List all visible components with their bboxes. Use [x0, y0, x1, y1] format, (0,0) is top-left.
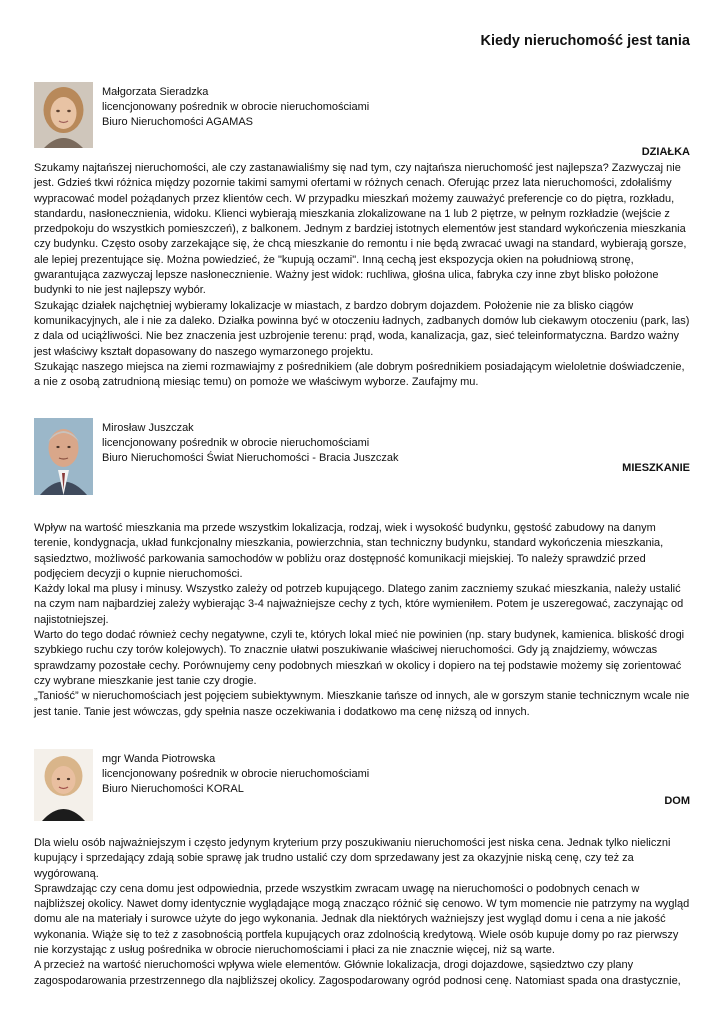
- paragraph: Wpływ na wartość mieszkania ma przede wszystkim lokalizacja, rodzaj, wiek i wysokość budynku, gęstość zabudowy na danym terenie, kondygnacja, układ funkcjonalny mieszkania, powierzchnia, stan techniczny budynku, standard wykończenia mieszkania, sąsiedztwo, możliwość parkowania samochodów w pobliżu oraz dostępność komunikacji miejskiej. To należy sprawdzić przed podjęciem decyzji o kupnie nieruchomości.: [34, 522, 664, 580]
- author-agency: Biuro Nieruchomości KORAL: [102, 783, 244, 796]
- author-role: licencjonowany pośrednik w obrocie nieruchomościami: [102, 101, 370, 114]
- author-block: [34, 749, 690, 821]
- article-body: [34, 521, 690, 720]
- paragraph: Szukamy najtańszej nieruchomości, ale czy zastanawialiśmy się nad tym, czy najtańsza nieruchomość jest najlepsza? Zazwyczaj nie jest. Gdzieś tkwi różnica między pozornie takimi samymi ofertami w różnych cenach. Oferując przez lata nieruchomości, zdołaliśmy wypracować model pożądanych przez klientów cech. W przypadku mieszkań możemy zauważyć preferencje co do piętra, rozkładu, standardu, nasłonecznienia, widoku. Klienci wybierają mieszkania zlokalizowane na 1 lub 2 piętrze, w pełnym rozkładzie (wejście z przedpokoju do wszystkich pomieszczeń), z balkonem. Jednym z bardziej istotnych elementów jest standard wykończenia mieszkania czy budynku. Często osoby zarzekające się, że chcą mieszkanie do remontu i nie będą zwracać uwagi na standard, wybierają gorsze, ale lepiej prezentujące się. Można powiedzieć, że "kupują oczami". Inną cechą jest ekspozycja okien na południową stronę, gwarantująca zazwyczaj lepsze nasłonecznienie. Ważny jest widok: ruchliwa, głośna ulica, fabryka czy inne zbyt blisko położone budynki to nie jest najlepszy wybór.: [34, 162, 687, 297]
- portrait-man-icon: [34, 418, 93, 495]
- author-info: [102, 85, 369, 131]
- author-agency: Biuro Nieruchomości Świat Nieruchomości - Bracia Juszczak: [102, 452, 399, 465]
- page-title: Kiedy nieruchomość jest tania: [480, 33, 690, 49]
- author-info: [102, 421, 398, 467]
- article-section-dzialka: [34, 82, 690, 389]
- author-agency: Biuro Nieruchomości AGAMAS: [102, 116, 253, 129]
- author-block: [34, 418, 690, 495]
- category-label: DOM: [664, 795, 690, 807]
- article-section-mieszkanie: [34, 418, 690, 718]
- paragraph: Dla wielu osób najważniejszym i często jedynym kryterium przy poszukiwaniu nieruchomości jest niska cena. Jednak tylko nieliczni kupujący i sprzedający zdają sobie sprawę jak trudno ustalić czy dom sprzedawany jest za okazyjnie niską cenę, czy też za wygórowaną.: [34, 837, 671, 880]
- author-photo: [34, 82, 93, 148]
- author-role: licencjonowany pośrednik w obrocie nieruchomościami: [102, 768, 370, 781]
- author-block: [34, 82, 690, 148]
- article-body: [34, 836, 690, 989]
- portrait-woman-icon: [34, 749, 93, 821]
- portrait-woman-icon: [34, 82, 93, 148]
- author-role: licencjonowany pośrednik w obrocie nieruchomościami: [102, 437, 370, 450]
- author-name: Mirosław Juszczak: [102, 422, 194, 434]
- paragraph: Szukając naszego miejsca na ziemi rozmawiajmy z pośrednikiem (ale dobrym pośrednikiem posiadającym wieloletnie doświadczenie, a nie z osobą zatrudnioną miesiąc temu) on pomoże we właściwym wyborze. Zaufajmy mu.: [34, 360, 685, 389]
- article-section-dom: [34, 749, 690, 987]
- author-photo: [34, 418, 93, 495]
- paragraph: Warto do tego dodać również cechy negatywne, czyli te, których lokal mieć nie powinien (np. stary budynek, kamienica. bliskość drogi szybkiego ruchu czy torów kolejowych). To znacznie ułatwi poszukiwanie właściwej nieruchomości. Gdy ją znajdziemy, wówczas sprawdzamy pozostałe cechy. Porównujemy ceny podobnych mieszkań w okolicy i dopiero na tej podstawie możemy się zorientować czy wybrane mieszkanie jest tanie czy drogie.: [34, 629, 685, 687]
- author-photo: [34, 749, 93, 821]
- paragraph: A przecież na wartość nieruchomości wpływa wiele elementów. Głównie lokalizacja, drogi dojazdowe, sąsiedztwo czy plany zagospodarowania przestrzennego dla najbliższej okolicy. Zagospodarowany ogród podnosi cenę. Natomiast spada ona drastycznie,: [34, 959, 681, 987]
- paragraph: Sprawdzając czy cena domu jest odpowiednia, przede wszystkim zwracam uwagę na nieruchomości o podobnych cenach w najbliższej okolicy. Nawet domy identycznie wyglądające mogą znacząco różnić się cenowo. W tym momencie nie patrzymy na wygląd domu ale na materiały i surowce użyte do jego wykonania. Jednak dla niektórych ważniejszy jest wygląd domu i cena a nie jakość wykonania. Wiąże się to też z zasobnością portfela kupujących oraz zdolnością kredytową. Wiele osób kupuje domy po raz pierwszy nie korzystając z usług pośrednika w obrocie nieruchomościami i płaci za nie znacznie więcej, niż są warte.: [34, 882, 690, 957]
- paragraph: Szukając działek najchętniej wybieramy lokalizacje w miastach, z bardzo dobrym dojazdem. Położenie nie za blisko ciągów komunikacyjnych, ale i nie za daleko. Działka powinna być w otoczeniu ładnych, zadbanych domów lub ciekawym otoczeniu (park, las) z dala od uciążliwości. Nie bez znaczenia jest uzbrojenie terenu: prąd, woda, kanalizacja, gaz, sieć teleinformatyczna. Bardzo ważny jest właściwy kształt dopasowany do naszego wymarzonego projektu.: [34, 299, 690, 358]
- author-name: mgr Wanda Piotrowska: [102, 753, 216, 765]
- category-label: DZIAŁKA: [641, 146, 690, 158]
- author-name: Małgorzata Sieradzka: [102, 86, 209, 98]
- article-body: [34, 161, 690, 390]
- paragraph: Każdy lokal ma plusy i minusy. Wszystko zależy od potrzeb kupującego. Dlatego zanim zaczniemy szukać mieszkania, należy ustalić na czym nam najbardziej zależy wybierając 3-4 najważniejsze cechy z tych, które wymieniłem. Potem je uszeregować, zaczynając od najistotniejszej.: [34, 583, 684, 626]
- category-label: MIESZKANIE: [622, 462, 690, 474]
- paragraph: „Taniość” w nieruchomościach jest pojęciem subiektywnym. Mieszkanie tańsze od innych, ale w gorszym stanie technicznym wcale nie jest tanie. Tanie jest wówczas, gdy spełnia nasze oczekiwania i dodatkowo ma cenę niższą od innych.: [34, 690, 690, 718]
- author-info: [102, 752, 369, 798]
